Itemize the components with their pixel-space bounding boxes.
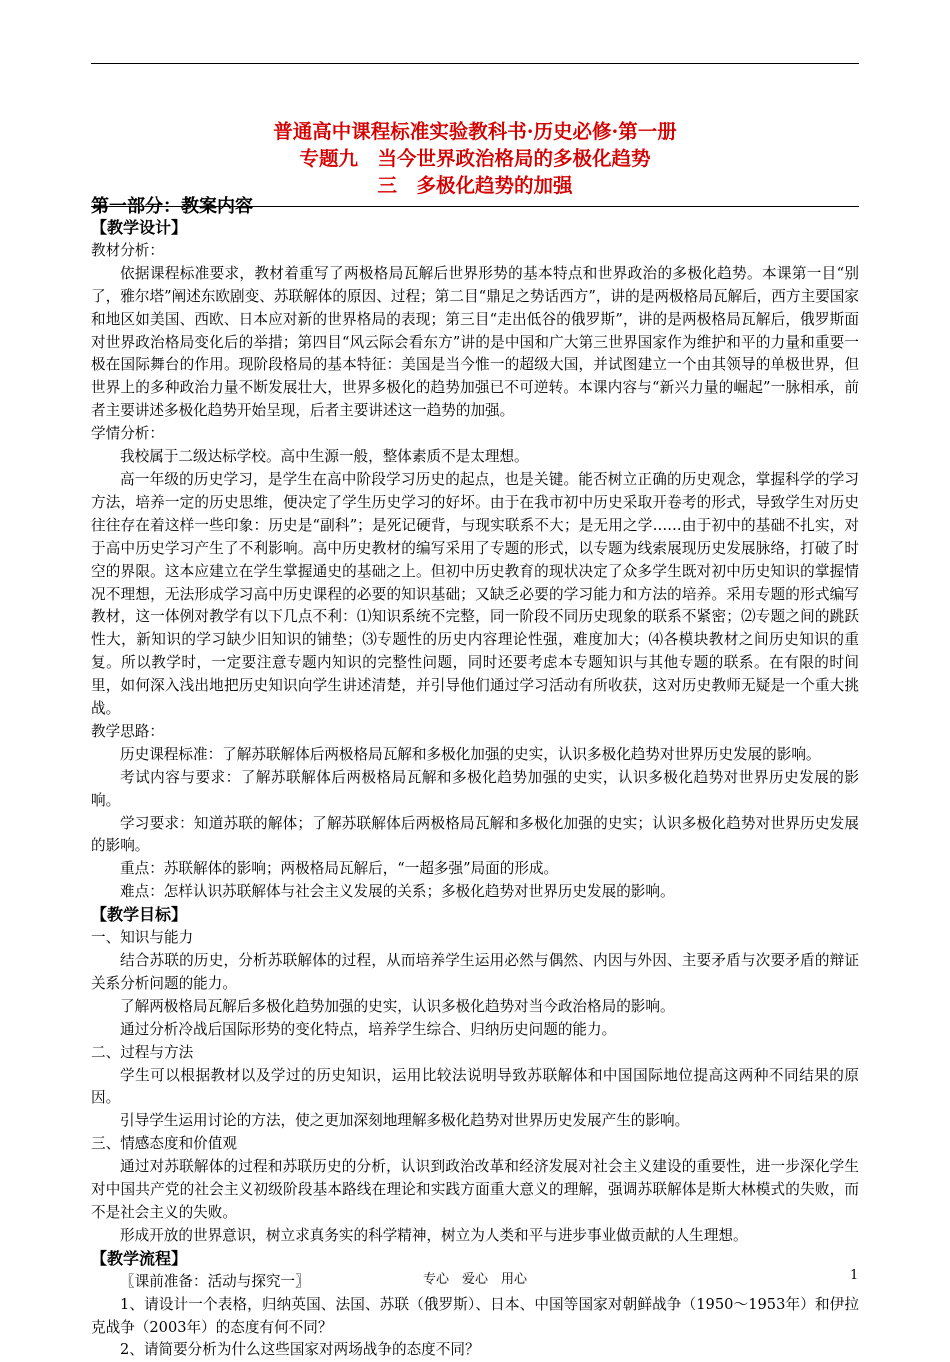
document-body [91, 217, 859, 1362]
body-paragraph: 我校属于二级达标学校。高中生源一般，整体素质不是太理想。 [120, 448, 529, 466]
body-paragraph: 考试内容与要求：了解苏联解体后两极格局瓦解和多极化趋势加强的史实，认识多极化趋势对世界历史发展的影响。 [91, 768, 859, 809]
subsection-label: 一、知识与能力 [91, 929, 194, 947]
footer-motto: 专心 爱心 用心 [422, 1272, 527, 1287]
subsection-label: 教材分析： [91, 241, 164, 259]
body-paragraph: 〖课前准备：活动与探究一〗 [120, 1272, 310, 1290]
body-paragraph: 学习要求：知道苏联的解体；了解苏联解体后两极格局瓦解和多极化加强的史实；认识多极化趋势对世界历史发展的影响。 [91, 814, 859, 855]
body-paragraph: 历史课程标准：了解苏联解体后两极格局瓦解和多极化加强的史实，认识多极化趋势对世界历史发展的影响。 [120, 745, 821, 763]
body-paragraph: 1、请设计一个表格，归纳英国、法国、苏联（俄罗斯）、日本、中国等国家对朝鲜战争（1950～1953年）和伊拉克战争（2003年）的态度有何不同？ [91, 1295, 859, 1336]
title-line-3: 三 多极化趋势的加强 [377, 174, 573, 197]
section-heading: 【教学目标】 [91, 905, 188, 925]
body-paragraph: 重点：苏联解体的影响；两极格局瓦解后，“一超多强”局面的形成。 [120, 860, 559, 878]
title-line-1: 普通高中课程标准实验教科书·历史必修·第一册 [273, 120, 677, 143]
body-paragraph: 引导学生运用讨论的方法，使之更加深刻地理解多极化趋势对世界历史发展产生的影响。 [120, 1112, 690, 1130]
subsection-label: 教学思路： [91, 722, 164, 740]
section-heading: 【教学设计】 [91, 218, 188, 237]
body-paragraph: 高一年级的历史学习，是学生在高中阶段学习历史的起点，也是关键。能否树立正确的历史观念，掌握科学的学习方法，培养一定的历史思维，便决定了学生历史学习的好坏。由于在我市初中历史采取开卷考的形式，导致学生对历史往往存在着这样一些印象：历史是“副科”；是死记硬背，与现实联系不大；是无用之学……由于初中的基础不扎实，对于高中历史学习产生了不利影响。高中历史教材的编写采用了专题的形式，以专题为线索展现历史发展脉络，打破了时空的界限。这本应建立在学生掌握通史的基础之上。但初中历史教育的现状决定了众多学生既对初中历史知识的掌握情况不理想，无法形成学习高中历史课程的必要的知识基础；又缺乏必要的学习能力和方法的培养。采用专题的形式编写教材，这一体例对教学有以下几点不利：⑴知识系统不完整，同一阶段不同历史现象的联系不紧密；⑵专题之间的跳跃性大，新知识的学习缺少旧知识的铺垫；⑶专题性的历史内容理论性强，难度加大；⑷各模块教材之间历史知识的重复。所以教学时，一定要注意专题内知识的完整性问题，同时还要考虑本专题知识与其他专题的联系。在有限的时间里，如何深入浅出地把历史知识向学生讲述清楚，并引导他们通过学习活动有所收获，这对历史教师无疑是一个重大挑战。 [91, 470, 859, 718]
top-rule [91, 63, 859, 64]
title-line-2: 专题九 当今世界政治格局的多极化趋势 [299, 147, 651, 170]
body-paragraph: 了解两极格局瓦解后多极化趋势加强的史实，认识多极化趋势对当今政治格局的影响。 [120, 997, 675, 1015]
document-title-block [91, 118, 859, 199]
subsection-label: 三、情感态度和价值观 [91, 1135, 237, 1153]
body-paragraph: 难点：怎样认识苏联解体与社会主义发展的关系；多极化趋势对世界历史发展的影响。 [120, 883, 675, 901]
subsection-label: 学情分析： [91, 425, 164, 443]
body-paragraph: 依据课程标准要求，教材着重写了两极格局瓦解后世界形势的基本特点和世界政治的多极化趋势。本课第一目“别了，雅尔塔”阐述东欧剧变、苏联解体的原因、过程；第二目“鼎足之势话西方”，讲的是两极格局瓦解后，西方主要国家和地区如美国、西欧、日本应对新的世界格局的表现；第三目“走出低谷的俄罗斯”，讲的是两极格局瓦解后，俄罗斯面对世界政治格局变化后的举措；第四目“风云际会看东方”讲的是中国和广大第三世界国家作为维护和平的力量和重要一极在国际舞台的作用。现阶段格局的基本特征：美国是当今惟一的超级大国，并试图建立一个由其领导的单极世界，但世界上的多种政治力量不断发展壮大，世界多极化的趋势加强已不可逆转。本课内容与“新兴力量的崛起”一脉相承，前者主要讲述多极化趋势开始呈现，后者主要讲述这一趋势的加强。 [91, 264, 859, 420]
subsection-label: 二、过程与方法 [91, 1043, 194, 1061]
body-paragraph: 形成开放的世界意识，树立求真务实的科学精神，树立为人类和平与进步事业做贡献的人生理想。 [120, 1226, 748, 1244]
part-rule [91, 206, 859, 207]
page-number: 1 [850, 1268, 859, 1283]
section-heading: 【教学流程】 [91, 1248, 188, 1268]
body-paragraph: 结合苏联的历史，分析苏联解体的过程，从而培养学生运用必然与偶然、内因与外因、主要矛盾与次要矛盾的辩证关系分析问题的能力。 [91, 952, 859, 992]
body-paragraph: 通过对苏联解体的过程和苏联历史的分析，认识到政治改革和经济发展对社会主义建设的重要性，进一步深化学生对中国共产党的社会主义初级阶段基本路线在理论和实践方面重大意义的理解，强调苏联解体是斯大林模式的失败，而不是社会主义的失败。 [91, 1158, 859, 1221]
part-heading: 第一部分：教案内容 [91, 196, 253, 217]
body-paragraph: 2、请简要分析为什么这些国家对两场战争的态度不同？ [120, 1341, 480, 1359]
body-paragraph: 学生可以根据教材以及学过的历史知识，运用比较法说明导致苏联解体和中国国际地位提高这两种不同结果的原因。 [91, 1066, 859, 1107]
body-paragraph: 通过分析冷战后国际形势的变化特点，培养学生综合、归纳历史问题的能力。 [120, 1020, 617, 1038]
